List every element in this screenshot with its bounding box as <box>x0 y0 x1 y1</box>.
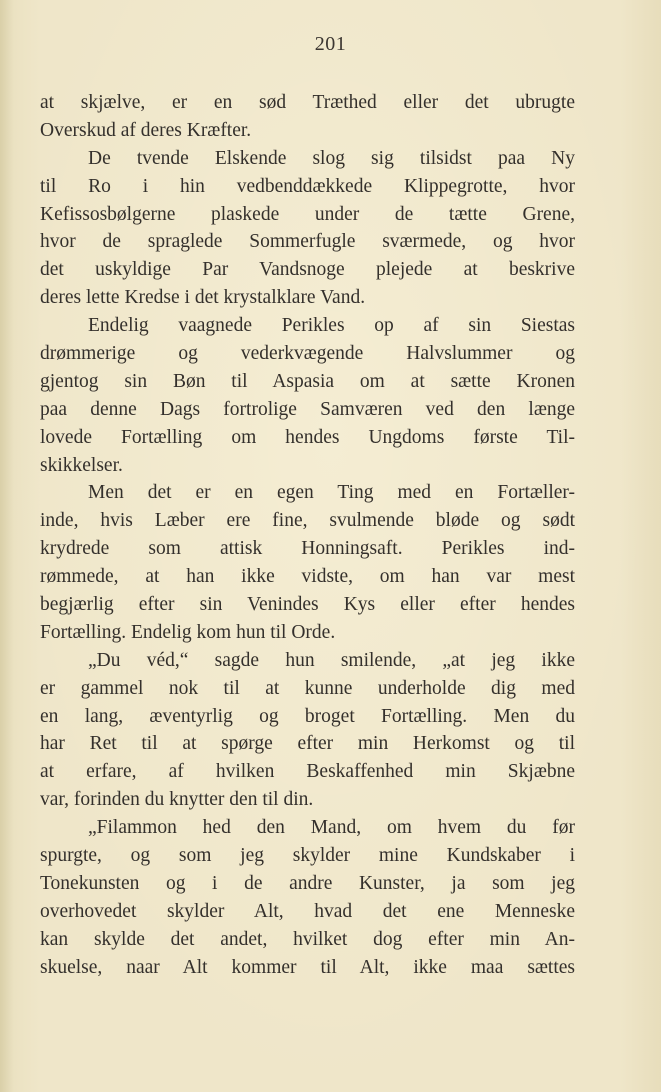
text-line: „Filammon hed den Mand, om hvem du før <box>88 817 575 839</box>
page-number: 201 <box>314 33 347 55</box>
text-line: „Du véd,“ sagde hun smilende, „at jeg ikke <box>88 649 575 671</box>
text-line: en lang, æventyrlig og broget Fortælling. Men du <box>40 705 575 727</box>
text-line: drømmerige og vederkvægende Halvslummer og <box>40 343 575 365</box>
text-line: begjærlig efter sin Venindes Kys eller efter hendes <box>40 594 575 616</box>
text-line: har Ret til at spørge efter min Herkomst og til <box>40 733 575 755</box>
text-line: hvor de spraglede Sommerfugle sværmede, og hvor <box>40 231 575 253</box>
text-line: at erfare, af hvilken Beskaffenhed min Skjæbne <box>40 761 575 783</box>
text-line: skuelse, naar Alt kommer til Alt, ikke maa sættes <box>40 956 575 978</box>
text-line: lovede Fortælling om hendes Ungdoms første Til- <box>40 426 575 448</box>
text-line: er gammel nok til at kunne underholde dig med <box>40 677 575 699</box>
text-line: Endelig vaagnede Perikles op af sin Siestas <box>88 315 575 337</box>
text-line: Fortælling. Endelig kom hun til Orde. <box>40 621 336 643</box>
text-line: paa denne Dags fortrolige Samværen ved den længe <box>40 398 575 420</box>
text-line: krydrede som attisk Honningsaft. Perikles ind- <box>40 538 575 560</box>
text-line: var, forinden du knytter den til din. <box>40 789 314 811</box>
text-line: Kefissosbølgerne plaskede under de tætte Grene, <box>40 203 575 225</box>
text-line: deres lette Kredse i det krystalklare Vand. <box>40 287 366 309</box>
text-line: rømmede, at han ikke vidste, om han var mest <box>40 566 575 588</box>
text-line: skikkelser. <box>40 454 123 476</box>
text-line: spurgte, og som jeg skylder mine Kundskaber i <box>40 845 575 867</box>
text-line: overhovedet skylder Alt, hvad det ene Menneske <box>40 900 575 922</box>
text-line: kan skylde det andet, hvilket dog efter min An- <box>40 928 575 950</box>
text-line: gjentog sin Bøn til Aspasia om at sætte Kronen <box>40 370 575 392</box>
text-line: Tonekunsten og i de andre Kunster, ja som jeg <box>40 872 575 894</box>
text-line: at skjælve, er en sød Træthed eller det ubrugte <box>40 92 575 113</box>
text-line: det uskyldige Par Vandsnoge plejede at beskrive <box>40 259 575 281</box>
body-text <box>40 89 575 982</box>
text-line: til Ro i hin vedbenddækkede Klippegrotte, hvor <box>40 175 575 197</box>
text-line: Men det er en egen Ting med en Fortæller- <box>88 482 575 504</box>
text-line: De tvende Elskende slog sig tilsidst paa Ny <box>88 147 575 169</box>
text-line: inde, hvis Læber ere fine, svulmende bløde og sødt <box>40 510 575 532</box>
text-line: Overskud af deres Kræfter. <box>40 119 252 141</box>
